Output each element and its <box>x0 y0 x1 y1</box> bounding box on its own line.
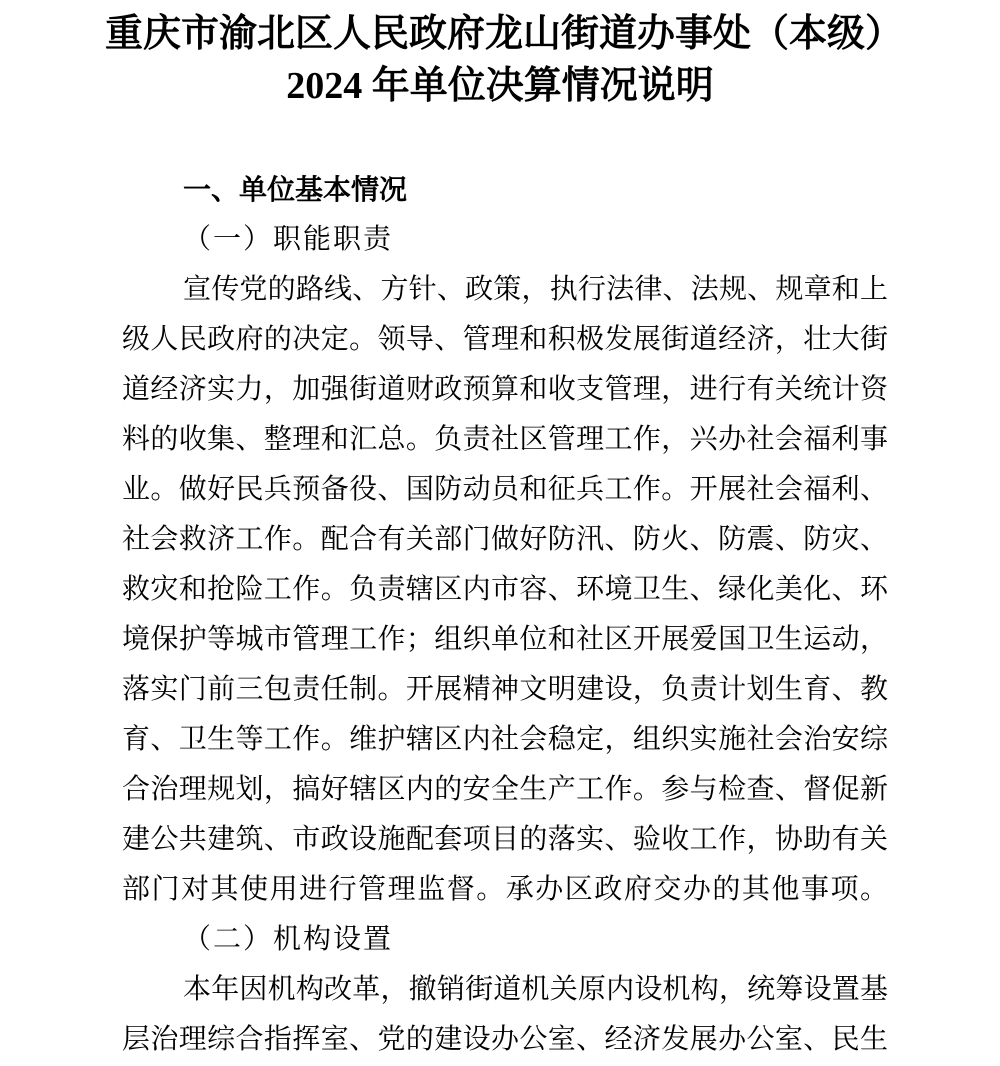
paragraph-line: 层治理综合指挥室、党的建设办公室、经济发展办公室、民生 <box>122 1024 888 1055</box>
paragraph-line: 料的收集、整理和汇总。负责社区管理工作，兴办社会福利事 <box>122 424 888 455</box>
paragraph-line: 本年因机构改革，撤销街道机关原内设机构，统筹设置基 <box>183 974 888 1005</box>
paragraph-line: 宣传党的路线、方针、政策，执行法律、法规、规章和上 <box>183 274 888 305</box>
paragraph-line: 育、卫生等工作。维护辖区内社会稳定，组织实施社会治安综 <box>122 724 888 755</box>
paragraph-line: 社会救济工作。配合有关部门做好防汛、防火、防震、防灾、 <box>122 524 888 555</box>
paragraph-line: 救灾和抢险工作。负责辖区内市容、环境卫生、绿化美化、环 <box>122 574 888 605</box>
document-title-line-1: 重庆市渝北区人民政府龙山街道办事处（本级） <box>105 13 904 55</box>
document-title <box>0 8 1000 112</box>
paragraph-duties <box>122 265 888 915</box>
paragraph-org-setup <box>122 965 888 1065</box>
paragraph-line: 建公共建筑、市政设施配套项目的落实、验收工作，协助有关 <box>122 824 888 855</box>
subsection-heading-org-setup: （二）机构设置 <box>183 924 394 955</box>
paragraph-line: 境保护等城市管理工作；组织单位和社区开展爱国卫生运动， <box>122 624 888 655</box>
subsection-heading-duties: （一）职能职责 <box>183 224 394 255</box>
paragraph-line: 道经济实力，加强街道财政预算和收支管理，进行有关统计资 <box>122 374 888 405</box>
paragraph-line: 级人民政府的决定。领导、管理和积极发展街道经济，壮大街 <box>122 324 888 355</box>
paragraph-line: 合治理规划，搞好辖区内的安全生产工作。参与检查、督促新 <box>122 774 888 805</box>
section-heading-basic-info: 一、单位基本情况 <box>183 174 408 205</box>
paragraph-line: 部门对其使用进行管理监督。承办区政府交办的其他事项。 <box>122 874 888 905</box>
document-body <box>0 165 1000 1065</box>
paragraph-line: 业。做好民兵预备役、国防动员和征兵工作。开展社会福利、 <box>122 474 888 505</box>
paragraph-line: 落实门前三包责任制。开展精神文明建设，负责计划生育、教 <box>122 674 888 705</box>
document-title-line-2: 2024 年单位决算情况说明 <box>286 65 714 107</box>
